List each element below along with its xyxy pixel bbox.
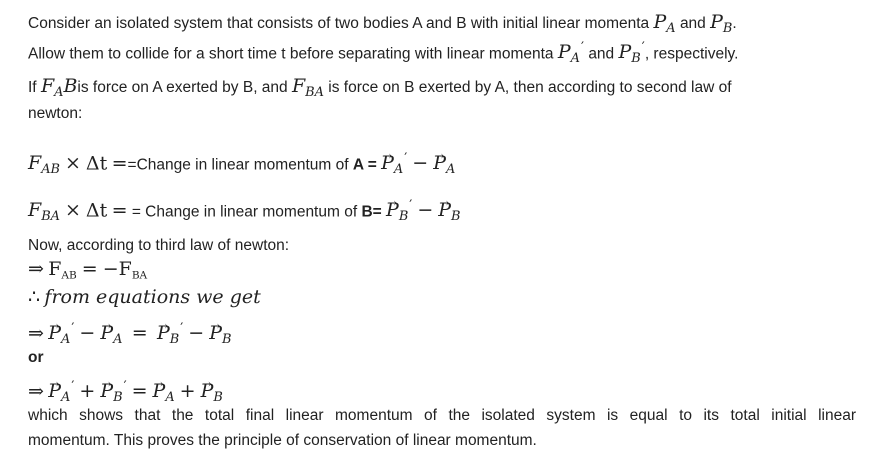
fba-symbol: $F_{BA}$	[291, 75, 324, 101]
equation-1: $F_{AB} \times \Delta t$ ==Change in linear momentum of A = → $P_A' -\to P_A$	[28, 146, 455, 183]
pb-prime-symbol: $P_B'$	[618, 40, 645, 67]
equation-2: $F_{BA} \times \Delta t$ = = Change in linear momentum of $B= \to P_B' -\to P_B$	[28, 193, 461, 230]
intro-line-1: Consider an isolated system that consists of two bodies A and B with initial linear momenta $P_A$ and $P_B$.	[28, 11, 737, 37]
pa-prime-symbol: $P_A'$	[557, 40, 584, 67]
intro-line-2: Allow them to collide for a short time t before separating with linear momenta $P_A'$ and $P_B'$, respectively.	[28, 40, 739, 67]
third-law-equation: ⇒ $F_{AB} = -F_{BA}$	[28, 258, 148, 282]
equation-4: ⇒ → $P_A' +\to P_B' =\to P_A +\to P_B$	[28, 374, 223, 411]
equation-3: ⇒ → $P_A' -\to P_A$ = → $P_B' -\to P_B$	[28, 316, 232, 353]
fab-symbol: $F_AB$	[40, 75, 78, 101]
or-label: or	[28, 349, 44, 366]
force-def-line-1: If $F_ABis$ force on A exerted by B, and $F_{BA}$ is force on B exerted by A, then according to second law of	[28, 75, 732, 101]
conclusion-line-1: which shows that the total final linear momentum of the isolated system is equal to its total initial linear	[28, 407, 856, 424]
force-def-line-2: newton:	[28, 105, 83, 122]
pa-symbol: $P_A$	[653, 11, 676, 37]
third-law-text: Now, according to third law of newton:	[28, 237, 290, 254]
from-equations-line: ∴ from equations we get	[28, 286, 261, 308]
conclusion-line-2: momentum. This proves the principle of conservation of linear momentum.	[28, 432, 537, 449]
pb-symbol: $P_B$	[710, 11, 733, 37]
